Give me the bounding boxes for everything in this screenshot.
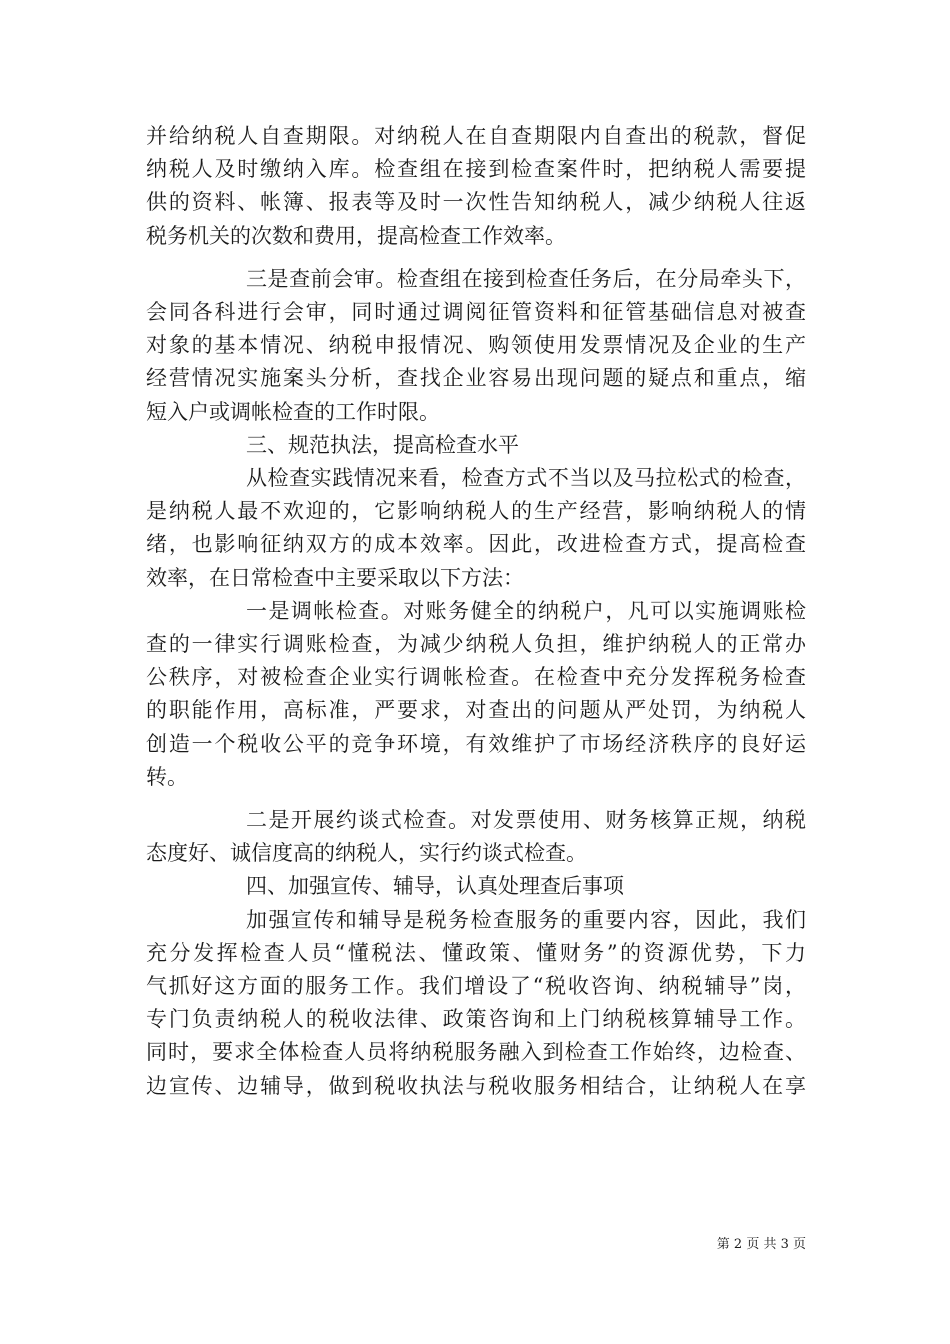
text-line: 创造一个税收公平的竞争环境，有效维护了市场经济秩序的良好运 — [146, 731, 806, 756]
paragraph-interview-check — [146, 804, 806, 870]
text-line: 并给纳税人自查期限。对纳税人在自查期限内自查出的税款，督促 — [146, 124, 806, 148]
text-line: 转。 — [146, 764, 188, 789]
section-heading-regulate-enforcement: 三、规范执法，提高检查水平 — [246, 432, 519, 457]
text-line: 查的一律实行调账检查，为减少纳税人负担，维护纳税人的正常办 — [146, 632, 806, 657]
text-line: 边宣传、边辅导，做到税收执法与税收服务相结合，让纳税人在享 — [146, 1073, 806, 1098]
text-line: 会同各科进行会审，同时通过调阅征管资料和征管基础信息对被查 — [146, 300, 806, 325]
text-line: 加强宣传和辅导是税务检查服务的重要内容，因此，我们 — [246, 907, 806, 932]
text-line: 的职能作用，高标准，严要求，对查出的问题从严处罚，为纳税人 — [146, 698, 806, 723]
text-line: 效率，在日常检查中主要采取以下方法： — [146, 565, 524, 590]
text-line: 绪，也影响征纳双方的成本效率。因此，改进检查方式，提高检查 — [146, 532, 806, 557]
text-line: 对象的基本情况、纳税申报情况、购领使用发票情况及企业的生产 — [146, 333, 806, 358]
document-body — [146, 120, 806, 1103]
text-line: 是纳税人最不欢迎的，它影响纳税人的生产经营，影响纳税人的情 — [146, 499, 806, 524]
text-line: 同时，要求全体检查人员将纳税服务融入到检查工作始终，边检查、 — [146, 1040, 806, 1065]
text-line: 一是调帐检查。对账务健全的纳税户，凡可以实施调账检 — [246, 598, 806, 623]
paragraph-inspection-practice — [146, 462, 806, 595]
text-line: 专门负责纳税人的税收法律、政策咨询和上门纳税核算辅导工作。 — [146, 1007, 806, 1032]
text-line: 税务机关的次数和费用，提高检查工作效率。 — [146, 223, 566, 248]
text-line: 供的资料、帐簿、报表等及时一次性告知纳税人，减少纳税人往返 — [146, 190, 806, 215]
section-heading-publicity-guidance: 四、加强宣传、辅导，认真处理查后事项 — [246, 874, 624, 899]
text-line: 气抓好这方面的服务工作。我们增设了“税收咨询、纳税辅导”岗， — [146, 974, 806, 999]
paragraph-account-transfer-check — [146, 595, 806, 794]
text-line: 二是开展约谈式检查。对发票使用、财务核算正规，纳税 — [246, 808, 806, 833]
text-line: 公秩序，对被检查企业实行调帐检查。在检查中充分发挥税务检查 — [146, 665, 806, 690]
text-line: 短入户或调帐检查的工作时限。 — [146, 399, 440, 424]
paragraph-self-check-deadline — [146, 120, 806, 253]
text-line: 纳税人及时缴纳入库。检查组在接到检查案件时，把纳税人需要提 — [146, 157, 806, 182]
text-line: 经营情况实施案头分析，查找企业容易出现问题的疑点和重点，缩 — [146, 366, 806, 391]
page-number-footer: 第 2 页 共 3 页 — [716, 1237, 806, 1252]
text-line: 充分发挥检查人员“懂税法、懂政策、懂财务”的资源优势，下力 — [146, 940, 806, 965]
text-line: 从检查实践情况来看，检查方式不当以及马拉松式的检查， — [246, 466, 806, 491]
text-line: 态度好、诚信度高的纳税人，实行约谈式检查。 — [146, 841, 587, 866]
text-line: 三是查前会审。检查组在接到检查任务后，在分局牵头下， — [246, 266, 806, 291]
paragraph-pre-check-review — [146, 263, 806, 429]
paragraph-publicity-service — [146, 904, 806, 1103]
